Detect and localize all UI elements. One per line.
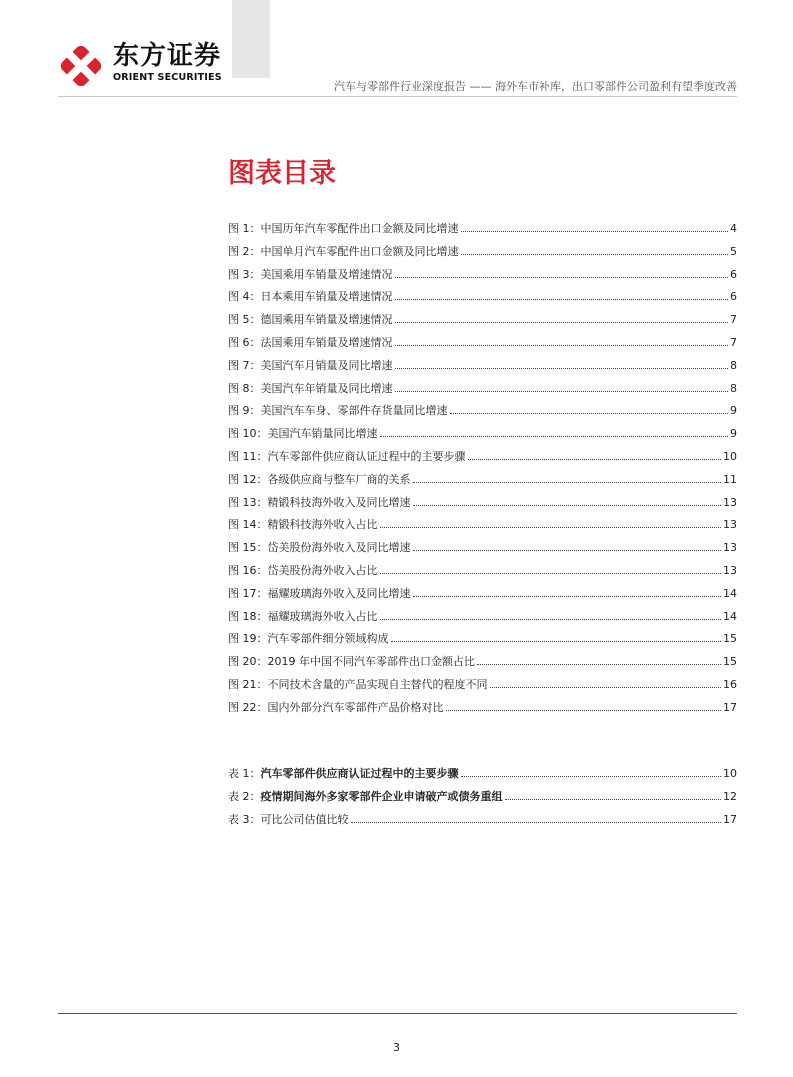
entry-page: 13 bbox=[723, 495, 737, 509]
toc-entry-figure-13[interactable] bbox=[228, 496, 737, 519]
leader-dots bbox=[395, 367, 729, 369]
entry-page: 7 bbox=[730, 313, 737, 327]
table-list bbox=[228, 767, 737, 835]
toc-entry-figure-4[interactable] bbox=[228, 290, 737, 313]
entry-label: 图 4： bbox=[228, 290, 261, 304]
leader-dots bbox=[395, 276, 729, 278]
entry-title: 岱美股份海外收入及同比增速 bbox=[267, 541, 411, 555]
figure-list bbox=[228, 222, 737, 724]
entry-label: 图 6： bbox=[228, 335, 261, 349]
leader-dots bbox=[395, 390, 729, 392]
leader-dots bbox=[351, 821, 722, 823]
toc-entry-figure-5[interactable] bbox=[228, 313, 737, 336]
entry-title: 中国历年汽车零配件出口金额及同比增速 bbox=[260, 222, 459, 235]
entry-label: 图 10： bbox=[228, 427, 268, 441]
entry-title: 疫情期间海外多家零部件企业申请破产或债务重组 bbox=[260, 789, 503, 803]
entry-page: 5 bbox=[730, 244, 737, 258]
report-title: 汽车与零部件行业深度报告 —— 海外车市补库，出口零部件公司盈利有望季度改善 bbox=[334, 80, 737, 93]
entry-page: 11 bbox=[723, 472, 737, 486]
entry-title: 美国汽车月销量及同比增速 bbox=[260, 358, 393, 372]
entry-title: 汽车零部件供应商认证过程中的主要步骤 bbox=[260, 767, 459, 780]
entry-title: 各级供应商与整车厂商的关系 bbox=[267, 472, 411, 486]
toc-entry-figure-11[interactable] bbox=[228, 450, 737, 473]
toc-entry-figure-16[interactable] bbox=[228, 564, 737, 587]
leader-dots bbox=[395, 344, 729, 346]
entry-page: 6 bbox=[730, 267, 737, 281]
leader-dots bbox=[461, 775, 722, 777]
entry-title: 美国汽车年销量及同比增速 bbox=[260, 381, 393, 395]
entry-label: 图 16： bbox=[228, 563, 268, 577]
toc-entry-figure-20[interactable] bbox=[228, 655, 737, 678]
entry-title: 美国汽车车身、零部件存货量同比增速 bbox=[260, 404, 448, 418]
entry-label: 图 13： bbox=[228, 495, 268, 509]
leader-dots bbox=[413, 595, 722, 597]
entry-title: 福耀玻璃海外收入及同比增速 bbox=[267, 586, 411, 600]
entry-page: 8 bbox=[730, 381, 737, 395]
entry-label: 图 9： bbox=[228, 404, 261, 418]
header-divider bbox=[58, 96, 737, 97]
entry-title: 汽车零部件供应商认证过程中的主要步骤 bbox=[267, 449, 466, 463]
leader-dots bbox=[380, 526, 722, 528]
entry-label: 图 8： bbox=[228, 381, 261, 395]
entry-title: 不同技术含量的产品实现自主替代的程度不同 bbox=[267, 677, 488, 691]
entry-title: 岱美股份海外收入占比 bbox=[267, 563, 378, 577]
toc-entry-figure-6[interactable] bbox=[228, 336, 737, 359]
entry-page: 13 bbox=[723, 563, 737, 577]
entry-page: 9 bbox=[730, 427, 737, 441]
toc-entry-figure-21[interactable] bbox=[228, 678, 737, 701]
leader-dots bbox=[380, 618, 722, 620]
leader-dots bbox=[477, 663, 721, 665]
leader-dots bbox=[461, 253, 729, 255]
toc-entry-figure-10[interactable] bbox=[228, 427, 737, 450]
entry-title: 可比公司估值比较 bbox=[260, 812, 349, 826]
leader-dots bbox=[395, 321, 729, 323]
entry-label: 图 20： bbox=[228, 655, 268, 669]
entry-label: 图 3： bbox=[228, 267, 261, 281]
entry-title: 日本乘用车销量及增速情况 bbox=[260, 290, 393, 304]
entry-label: 图 14： bbox=[228, 518, 268, 532]
entry-page: 14 bbox=[723, 586, 737, 600]
entry-page: 10 bbox=[723, 767, 737, 780]
entry-page: 8 bbox=[730, 358, 737, 372]
entry-label: 图 11： bbox=[228, 449, 268, 463]
entry-title: 中国单月汽车零配件出口金额及同比增速 bbox=[260, 244, 459, 258]
entry-label: 图 19： bbox=[228, 632, 268, 646]
entry-label: 图 2： bbox=[228, 244, 261, 258]
footer-divider bbox=[58, 1013, 737, 1014]
leader-dots bbox=[450, 412, 729, 414]
leader-dots bbox=[490, 686, 722, 688]
toc-entry-figure-14[interactable] bbox=[228, 518, 737, 541]
entry-page: 7 bbox=[730, 335, 737, 349]
entry-title: 美国汽车销量同比增速 bbox=[267, 427, 378, 441]
entry-page: 4 bbox=[730, 222, 737, 235]
toc-entry-figure-15[interactable] bbox=[228, 541, 737, 564]
entry-label: 图 22： bbox=[228, 700, 268, 714]
entry-title: 国内外部分汽车零部件产品价格对比 bbox=[267, 700, 444, 714]
toc-entry-table-3[interactable] bbox=[228, 813, 737, 836]
toc-entry-figure-2[interactable] bbox=[228, 245, 737, 268]
entry-label: 图 18： bbox=[228, 609, 268, 623]
leader-dots bbox=[413, 504, 722, 506]
toc-entry-figure-22[interactable] bbox=[228, 701, 737, 724]
leader-dots bbox=[391, 640, 722, 642]
toc-entry-table-2[interactable] bbox=[228, 790, 737, 813]
orient-securities-logo-icon bbox=[58, 43, 104, 89]
brand-name-en: ORIENT SECURITIES bbox=[113, 72, 222, 83]
leader-dots bbox=[505, 798, 722, 800]
leader-dots bbox=[413, 481, 722, 483]
toc-entry-figure-9[interactable] bbox=[228, 404, 737, 427]
entry-label: 图 12： bbox=[228, 472, 268, 486]
entry-page: 17 bbox=[723, 812, 737, 826]
entry-label: 图 21： bbox=[228, 677, 268, 691]
entry-page: 13 bbox=[723, 541, 737, 555]
entry-page: 9 bbox=[730, 404, 737, 418]
entry-label: 图 17： bbox=[228, 586, 268, 600]
entry-title: 汽车零部件细分领域构成 bbox=[267, 632, 389, 646]
entry-label: 表 2： bbox=[228, 789, 261, 803]
entry-title: 2019 年中国不同汽车零部件出口金额占比 bbox=[267, 655, 475, 669]
leader-dots bbox=[380, 435, 729, 437]
entry-label: 图 5： bbox=[228, 313, 261, 327]
toc-entry-figure-3[interactable] bbox=[228, 268, 737, 291]
entry-label: 图 1： bbox=[228, 222, 261, 235]
entry-page: 14 bbox=[723, 609, 737, 623]
entry-page: 15 bbox=[723, 655, 737, 669]
toc-entry-figure-1[interactable] bbox=[228, 222, 737, 245]
brand-name-cn: 东方证券 bbox=[113, 41, 222, 71]
entry-page: 17 bbox=[723, 700, 737, 714]
entry-title: 法国乘用车销量及增速情况 bbox=[260, 335, 393, 349]
entry-title: 美国乘用车销量及增速情况 bbox=[260, 267, 393, 281]
leader-dots bbox=[395, 298, 729, 300]
entry-page: 16 bbox=[723, 677, 737, 691]
leader-dots bbox=[446, 709, 722, 711]
entry-title: 精锻科技海外收入占比 bbox=[267, 518, 378, 532]
toc-entry-figure-8[interactable] bbox=[228, 382, 737, 405]
leader-dots bbox=[461, 230, 729, 232]
leader-dots bbox=[380, 572, 722, 574]
leader-dots bbox=[413, 549, 722, 551]
entry-label: 表 3： bbox=[228, 812, 261, 826]
toc-entry-figure-17[interactable] bbox=[228, 587, 737, 610]
entry-page: 15 bbox=[723, 632, 737, 646]
entry-label: 图 7： bbox=[228, 358, 261, 372]
page-number: 3 bbox=[393, 1041, 400, 1054]
toc-entry-figure-19[interactable] bbox=[228, 632, 737, 655]
entry-title: 福耀玻璃海外收入占比 bbox=[267, 609, 378, 623]
entry-page: 13 bbox=[723, 518, 737, 532]
entry-label: 图 15： bbox=[228, 541, 268, 555]
toc-entry-figure-12[interactable] bbox=[228, 473, 737, 496]
header-bar bbox=[232, 0, 270, 78]
entry-title: 德国乘用车销量及增速情况 bbox=[260, 313, 393, 327]
toc-entry-table-1[interactable] bbox=[228, 767, 737, 790]
toc-entry-figure-7[interactable] bbox=[228, 359, 737, 382]
entry-page: 12 bbox=[723, 789, 737, 803]
entry-label: 表 1： bbox=[228, 767, 261, 780]
entry-page: 6 bbox=[730, 290, 737, 304]
toc-title: 图表目录 bbox=[228, 158, 336, 189]
toc-entry-figure-18[interactable] bbox=[228, 610, 737, 633]
entry-page: 10 bbox=[723, 449, 737, 463]
entry-title: 精锻科技海外收入及同比增速 bbox=[267, 495, 411, 509]
leader-dots bbox=[468, 458, 722, 460]
